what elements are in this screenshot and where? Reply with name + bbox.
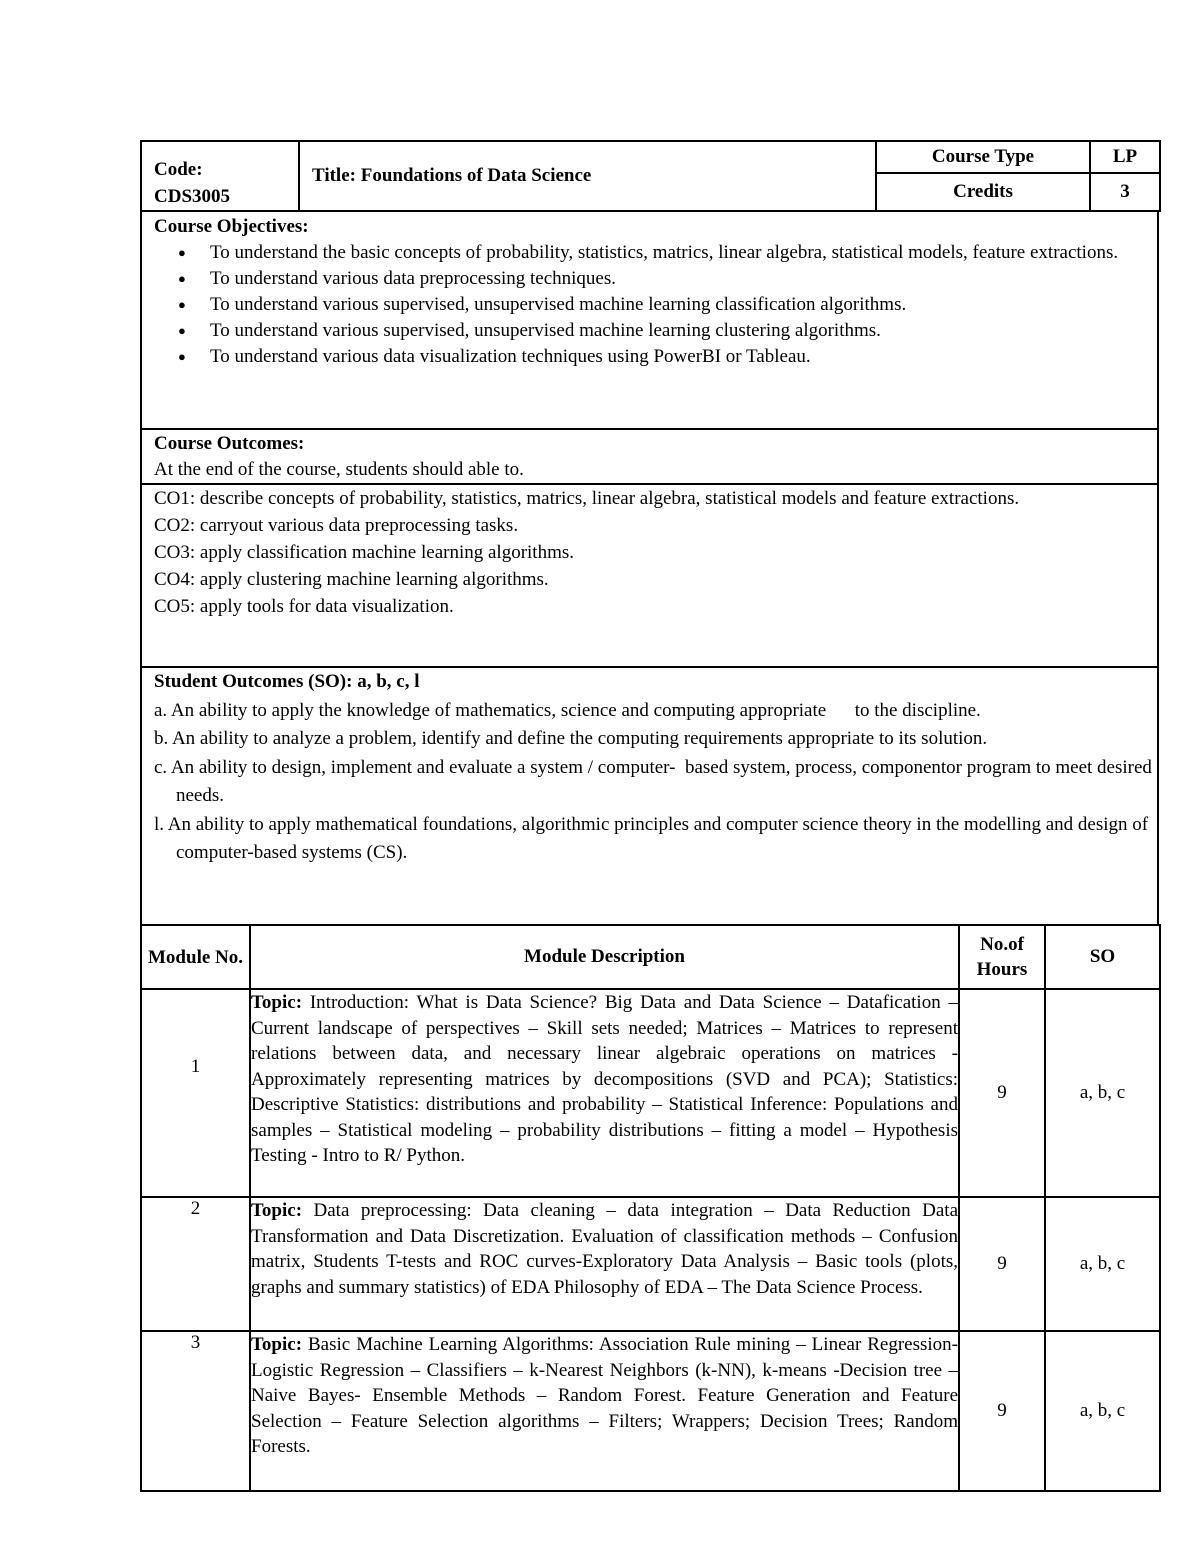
outcomes-list-section [140,485,1159,668]
topic-label: Topic: [251,1200,303,1221]
outcomes-intro: At the end of the course, students should able to. [154,459,524,480]
objectives-section [140,210,1159,430]
topic-label: Topic: [251,992,303,1013]
description-text: Basic Machine Learning Algorithms: Association Rule mining – Linear Regression- Logistic Regression – Classifiers – k-Nearest Neighbors (k-NN), k-means -Decision tree – Naive Bayes- Ensemble Methods – Random Forest. Feature Generation and Feature Selection – Feature Selection algorithms – Filters; Wrappers; Decision Trees; Random Forests. [251,1334,958,1457]
list-item: CO3: apply classification machine learning algorithms. [154,542,575,563]
objectives-heading: Course Objectives: [154,216,309,237]
table-row [141,989,1160,1197]
list-item: ● To understand the basic concepts of probability, statistics, matrics, linear algebra, statistical models, feature extractions. [176,240,1157,266]
list-item: ● To understand various data visualization techniques using PowerBI or Tableau. [176,344,1157,370]
list-item: ● To understand various supervised, unsupervised machine learning classification algorithms. [176,292,1157,318]
list-item: l. An ability to apply mathematical foundations, algorithmic principles and computer science theory in the modelling and design of computer-based systems (CS). [154,813,1149,863]
table-row [141,1197,1160,1331]
header-module-no: Module No. [141,925,250,989]
module-no: 1 [141,989,250,1197]
description-text: Data preprocessing: Data cleaning – data integration – Data Reduction Data Transformation and Data Discretization. Evaluation of classification methods – Confusion matrix, Students T-tests and ROC curves-Exploratory Data Analysis – Basic tools (plots, graphs and summary statistics) of EDA Philosophy of EDA – The Data Science Process. [251,1200,958,1298]
module-hours: 9 [959,1331,1045,1491]
list-item: CO2: carryout various data preprocessing tasks. [154,515,519,536]
table-row [141,1331,1160,1491]
code-cell [141,141,299,211]
topic-label: Topic: [251,1334,303,1355]
table-header-row [141,925,1160,989]
module-table [140,924,1161,1492]
course-type-label: Course Type [876,141,1090,173]
code-value: CDS3005 [154,186,231,207]
title-cell [299,141,876,211]
credits-label: Credits [876,173,1090,211]
list-item: CO4: apply clustering machine learning algorithms. [154,569,549,590]
list-item: a. An ability to apply the knowledge of mathematics, science and computing appropriate to the discipline. [154,699,981,721]
student-outcomes-heading: Student Outcomes (SO): a, b, c, l [154,671,420,692]
list-item: CO1: describe concepts of probability, statistics, matrics, linear algebra, statistical models and feature extractions. [154,488,1020,509]
list-item: ● To understand various supervised, unsupervised machine learning clustering algorithms. [176,318,1157,344]
code-label: Code: [154,159,203,180]
course-type-value: LP [1090,141,1160,173]
header-module-description: Module Description [250,925,959,989]
module-so: a, b, c [1045,1197,1160,1331]
module-so: a, b, c [1045,989,1160,1197]
list-item: CO5: apply tools for data visualization. [154,596,454,617]
module-so: a, b, c [1045,1331,1160,1491]
list-item: ● To understand various data preprocessing techniques. [176,266,1157,292]
course-title: Title: Foundations of Data Science [312,165,592,186]
module-description [250,989,959,1197]
header-so: SO [1045,925,1160,989]
outcomes-header-section [140,430,1159,485]
module-hours: 9 [959,1197,1045,1331]
module-description [250,1331,959,1491]
module-hours: 9 [959,989,1045,1197]
list-item: b. An ability to analyze a problem, identify and define the computing requirements appropriate to its solution. [154,728,988,749]
outcomes-heading: Course Outcomes: [154,433,305,454]
module-no: 3 [141,1331,250,1491]
module-description [250,1197,959,1331]
credits-value: 3 [1090,173,1160,211]
list-item: c. An ability to design, implement and evaluate a system / computer- based system, process, componentor program to meet desired needs. [154,756,1157,806]
objectives-list [154,240,1157,370]
description-text: Introduction: What is Data Science? Big Data and Data Science – Datafication – Current landscape of perspectives – Skill sets needed; Matrices – Matrices to represent relations between data, and necessary linear algebraic operations on matrices -Approximately representing matrices by decompositions (SVD and PCA); Statistics: Descriptive Statistics: distributions and probability – Statistical Inference: Populations and samples – Statistical modeling – probability distributions – fitting a model – Hypothesis Testing - Intro to R/ Python. [251,992,958,1166]
student-outcomes-section [140,668,1159,925]
header-hours: No.of Hours [959,925,1045,989]
header-table [140,140,1161,212]
module-no: 2 [141,1197,250,1331]
